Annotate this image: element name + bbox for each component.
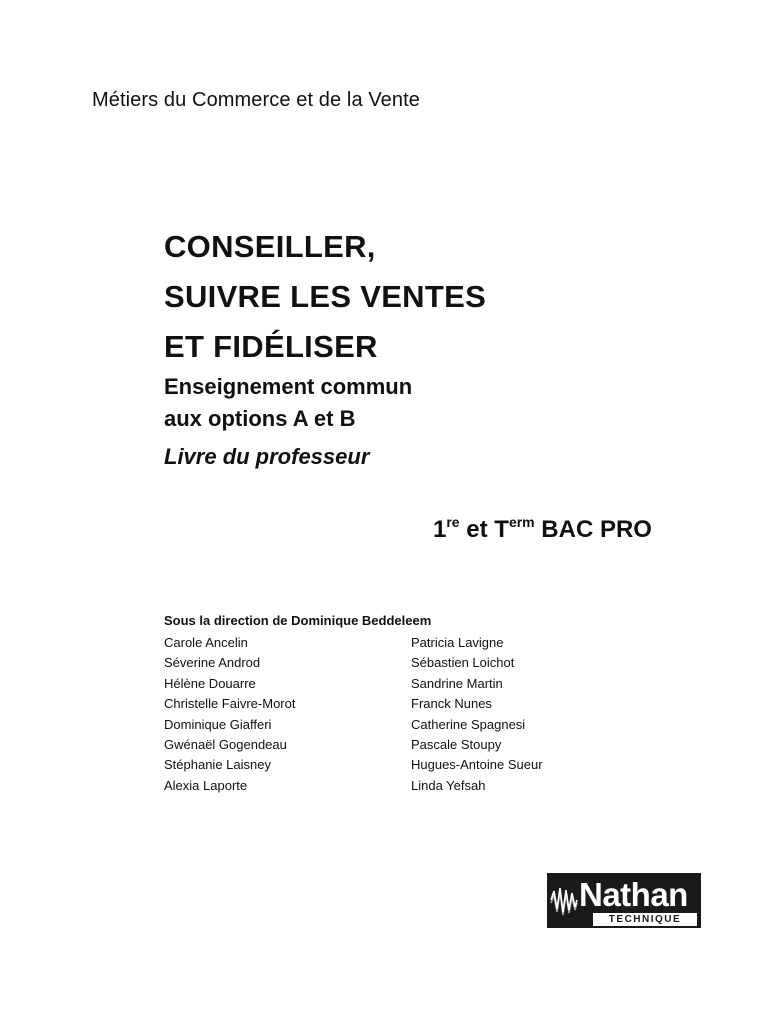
author-name: Patricia Lavigne xyxy=(411,635,504,650)
level-label xyxy=(433,516,652,544)
subtitle-line-1: Enseignement commun xyxy=(164,374,413,399)
author-name: Hugues-Antoine Sueur xyxy=(411,757,543,773)
author-name: Hélène Douarre xyxy=(164,675,256,691)
level-second-sup: erm xyxy=(508,514,535,530)
authors-left-column xyxy=(164,633,295,796)
author-name: Carole Ancelin xyxy=(164,635,248,650)
nathan-technique-logo xyxy=(547,873,701,928)
level-first-num: 1 xyxy=(433,516,447,543)
author-name: Pascale Stoupy xyxy=(411,737,502,753)
author-name: Franck Nunes xyxy=(411,696,492,712)
author-name: Linda Yefsah xyxy=(411,777,486,793)
authors-right-column xyxy=(411,633,543,796)
subtitle xyxy=(164,371,412,435)
author-name: Alexia Laporte xyxy=(164,777,248,793)
book-type: Livre du professeur xyxy=(164,444,370,469)
author-name: Catherine Spagnesi xyxy=(411,716,526,732)
author-name: Christelle Faivre-Morot xyxy=(164,696,296,712)
level-joiner: et T xyxy=(459,516,509,543)
level-suffix: BAC PRO xyxy=(534,516,652,543)
direction-line: Sous la direction de Dominique Beddeleem xyxy=(164,613,432,628)
wave-pattern-icon xyxy=(549,883,579,917)
author-name: Dominique Giafferi xyxy=(164,716,272,732)
subtitle-line-2: aux options A et B xyxy=(164,406,356,431)
logo-brand: Nathan xyxy=(579,876,688,913)
title-line-2: SUIVRE LES VENTES xyxy=(164,279,487,314)
title-line-1: CONSEILLER, xyxy=(164,229,376,264)
logo-sub: TECHNIQUE xyxy=(593,913,697,926)
author-name: Sébastien Loichot xyxy=(411,655,515,671)
author-name: Stéphanie Laisney xyxy=(164,757,271,773)
series-title: Métiers du Commerce et de la Vente xyxy=(92,89,420,111)
author-name: Sandrine Martin xyxy=(411,675,503,691)
author-name: Séverine Androd xyxy=(164,655,261,671)
author-name: Gwénaël Gogendeau xyxy=(164,737,287,753)
title-line-3: ET FIDÉLISER xyxy=(164,329,378,364)
level-first-sup: re xyxy=(446,514,460,530)
main-title xyxy=(164,222,486,372)
